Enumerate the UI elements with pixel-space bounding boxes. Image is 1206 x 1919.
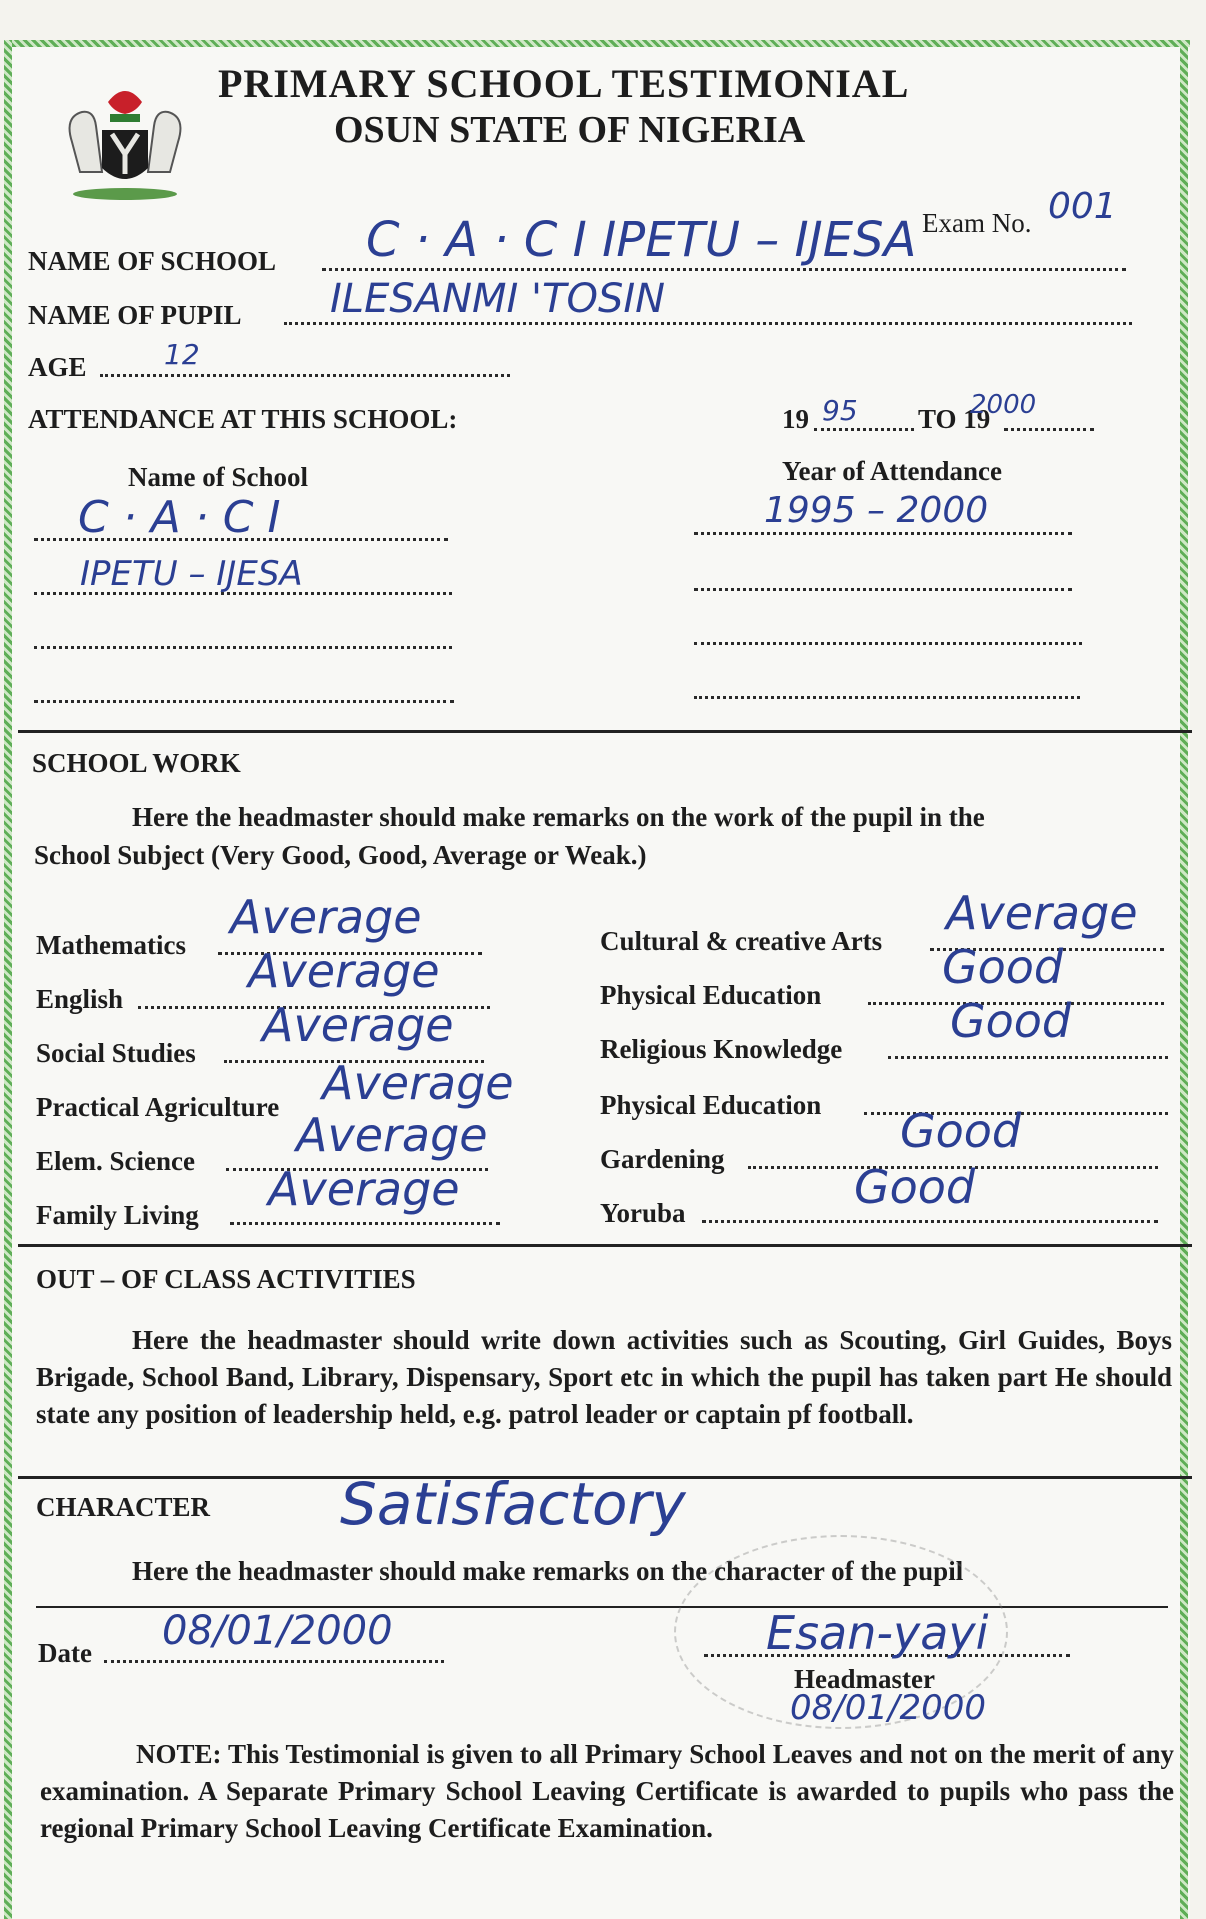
year-row-line-3 [694,642,1082,645]
subject-line [702,1220,1158,1223]
subject-cultural-creative-arts: Cultural & creative Arts [600,926,883,956]
school-name-value: C · A · C I IPETU – IJESA [366,212,917,268]
remark-practical-agriculture: Average [322,1056,514,1110]
pupil-name-line [284,322,1132,325]
year-row-line-1 [694,532,1072,535]
divider-school-work [18,730,1192,733]
subject-gardening: Gardening [600,1144,725,1174]
school-name-label: NAME OF SCHOOL [28,246,277,276]
remark-elem-science: Average [296,1108,488,1162]
subject-physical-education-2: Physical Education [600,1090,822,1120]
headmaster-signature: Esan-yayi [766,1606,989,1660]
year-row-line-2 [694,588,1072,591]
subject-line [888,1056,1168,1059]
table-header-school: Name of School [128,462,308,492]
remark-family-living: Average [268,1162,460,1216]
remark-yoruba: Good [854,1160,976,1214]
school-work-instruction-2: School Subject (Very Good, Good, Average or Weak.) [34,840,647,870]
remark-religious-knowledge: Good [950,994,1072,1048]
subject-social-studies: Social Studies [36,1038,196,1068]
subject-line [230,1222,500,1225]
year-from-value: 95 [822,394,858,427]
exam-no-value: 001 [1048,186,1117,227]
table-header-years: Year of Attendance [782,456,1002,486]
age-label: AGE [28,352,87,382]
character-heading: CHARACTER [36,1492,211,1522]
coat-of-arms-icon [52,82,198,202]
year-row-line-4 [694,696,1080,699]
remark-gardening: Good [900,1104,1022,1158]
attended-school-line-2: IPETU – IJESA [80,554,303,594]
character-remark: Satisfactory [340,1470,686,1538]
document-subtitle: OSUN STATE OF NIGERIA [334,109,806,151]
subject-practical-agriculture: Practical Agriculture [36,1092,280,1122]
school-name-line [322,268,1126,271]
school-work-heading: SCHOOL WORK [32,748,241,778]
remark-cultural-creative-arts: Average [946,886,1138,940]
date-line [104,1660,444,1663]
subject-religious-knowledge: Religious Knowledge [600,1034,843,1064]
out-of-class-heading: OUT – OF CLASS ACTIVITIES [36,1264,416,1294]
remark-social-studies: Average [262,998,454,1052]
age-line [100,374,510,377]
subject-family-living: Family Living [36,1200,199,1230]
year-to-line [1004,428,1094,431]
to-label: TO 19 [918,404,991,434]
year-to-value: 2000 [970,390,1037,420]
subject-physical-education: Physical Education [600,980,822,1010]
school-row-line-4 [34,700,454,703]
subject-elem-science: Elem. Science [36,1146,195,1176]
green-border-left [4,40,12,1919]
green-border-right [1180,40,1188,1919]
subject-english: English [36,984,124,1014]
note-text: NOTE: This Testimonial is given to all Primary School Leaves and not on the merit of any examination. A Separate Primary School Leaving Certificate is awarded to pupils who pass the regional Primary School Leaving Certificate Examination. [40,1739,1174,1843]
school-work-instruction-1: Here the headmaster should make remarks on the work of the pupil in the [132,802,985,832]
age-value: 12 [164,338,200,371]
date-label: Date [38,1638,92,1668]
testimonial-page [4,40,1190,1919]
pupil-name-value: ILESANMI 'TOSIN [330,276,666,322]
date-value: 08/01/2000 [162,1608,393,1654]
character-instruction: Here the headmaster should make remarks on the character of the pupil [132,1556,964,1586]
exam-no-label: Exam No. [922,208,1032,238]
headmaster-date: 08/01/2000 [790,1688,986,1728]
remark-physical-education: Good [942,940,1064,994]
year-prefix: 19 [782,404,809,434]
subject-mathematics: Mathematics [36,930,186,960]
out-of-class-text: Here the headmaster should write down activities such as Scouting, Girl Guides, Boys Brigade, School Band, Library, Dispensary, Sport etc in which the pupil has taken part He should state any position of leadership held, e.g. patrol leader or captain pf football. [36,1325,1172,1429]
document-title: PRIMARY SCHOOL TESTIMONIAL [218,61,910,106]
green-border-top [4,40,1190,47]
headmaster-label: Headmaster [794,1664,935,1694]
remark-mathematics: Average [230,890,422,944]
remark-english: Average [248,944,440,998]
divider-out-of-class [18,1244,1192,1247]
attended-years: 1995 – 2000 [764,490,989,531]
school-row-line-3 [34,646,452,649]
attended-school-line-1: C · A · C I [78,492,281,543]
attendance-label: ATTENDANCE AT THIS SCHOOL: [28,404,458,434]
subject-yoruba: Yoruba [600,1198,686,1228]
year-from-line [814,428,914,431]
pupil-name-label: NAME OF PUPIL [28,300,242,330]
